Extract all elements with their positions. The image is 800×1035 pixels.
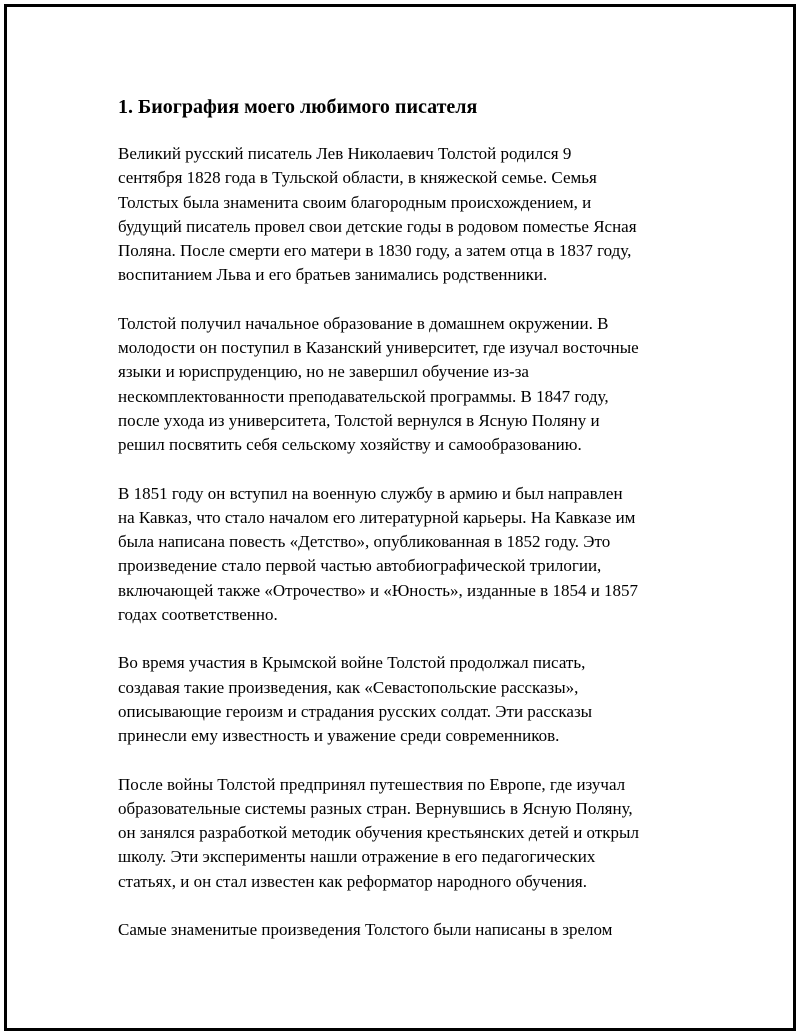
text-line: нескомплектованности преподавательской программы. В 1847 году,	[118, 386, 609, 406]
text-line: произведение стало первой частью автобиографической трилогии,	[118, 556, 602, 576]
text-line: языки и юриспруденцию, но не завершил обучение из-за	[118, 362, 529, 382]
text-line: на Кавказ, что стало началом его литературной карьеры. На Кавказе им	[118, 507, 636, 527]
text-line: воспитанием Льва и его братьев занимались родственники.	[118, 265, 548, 285]
text-line: создавая такие произведения, как «Севастопольские рассказы»,	[118, 677, 579, 697]
text-line: принесли ему известность и уважение среди современников.	[118, 726, 560, 746]
text-line: Толстых была знаменита своим благородным происхождением, и	[118, 192, 592, 212]
paragraph	[118, 651, 698, 748]
text-line: сентября 1828 года в Тульской области, в княжеской семье. Семья	[118, 168, 597, 188]
paragraph-list	[118, 142, 698, 942]
text-line: Великий русский писатель Лев Николаевич Толстой родился 9	[118, 144, 572, 163]
text-line: Самые знаменитые произведения Толстого были написаны в зрелом	[118, 920, 613, 940]
section-heading: 1. Биография моего любимого писателя	[118, 96, 478, 118]
text-line: годах соответственно.	[118, 605, 278, 625]
text-line: Во время участия в Крымской войне Толстой продолжал писать,	[118, 653, 586, 673]
text-line: описывающие героизм и страдания русских солдат. Эти рассказы	[118, 701, 593, 721]
text-line: была написана повесть «Детство», опубликованная в 1852 году. Это	[118, 532, 611, 552]
paragraph	[118, 312, 698, 458]
text-line: будущий писатель провел свои детские годы в родовом поместье Ясная	[118, 216, 637, 236]
document-body	[118, 94, 698, 966]
text-line: после ухода из университета, Толстой вернулся в Ясную Поляну и	[118, 410, 600, 430]
text-line: он занялся разработкой методик обучения крестьянских детей и открыл	[118, 823, 639, 843]
paragraph	[118, 142, 698, 288]
text-line: школу. Эти эксперименты нашли отражение в его педагогических	[118, 847, 596, 867]
text-line: В 1851 году он вступил на военную службу в армию и был направлен	[118, 483, 623, 503]
paragraph	[118, 773, 698, 894]
text-line: включающей также «Отрочество» и «Юность», изданные в 1854 и 1857	[118, 580, 639, 600]
text-line: После войны Толстой предпринял путешествия по Европе, где изучал	[118, 774, 626, 794]
text-line: образовательные системы разных стран. Вернувшись в Ясную Поляну,	[118, 798, 633, 818]
text-line: решил посвятить себя сельскому хозяйству и самообразованию.	[118, 435, 582, 455]
text-line: Толстой получил начальное образование в домашнем окружении. В	[118, 313, 609, 333]
text-line: Поляна. После смерти его матери в 1830 году, а затем отца в 1837 году,	[118, 241, 632, 261]
text-line: молодости он поступил в Казанский университет, где изучал восточные	[118, 338, 639, 358]
paragraph	[118, 918, 698, 942]
paragraph	[118, 482, 698, 628]
text-line: статьях, и он стал известен как реформатор народного обучения.	[118, 871, 588, 891]
